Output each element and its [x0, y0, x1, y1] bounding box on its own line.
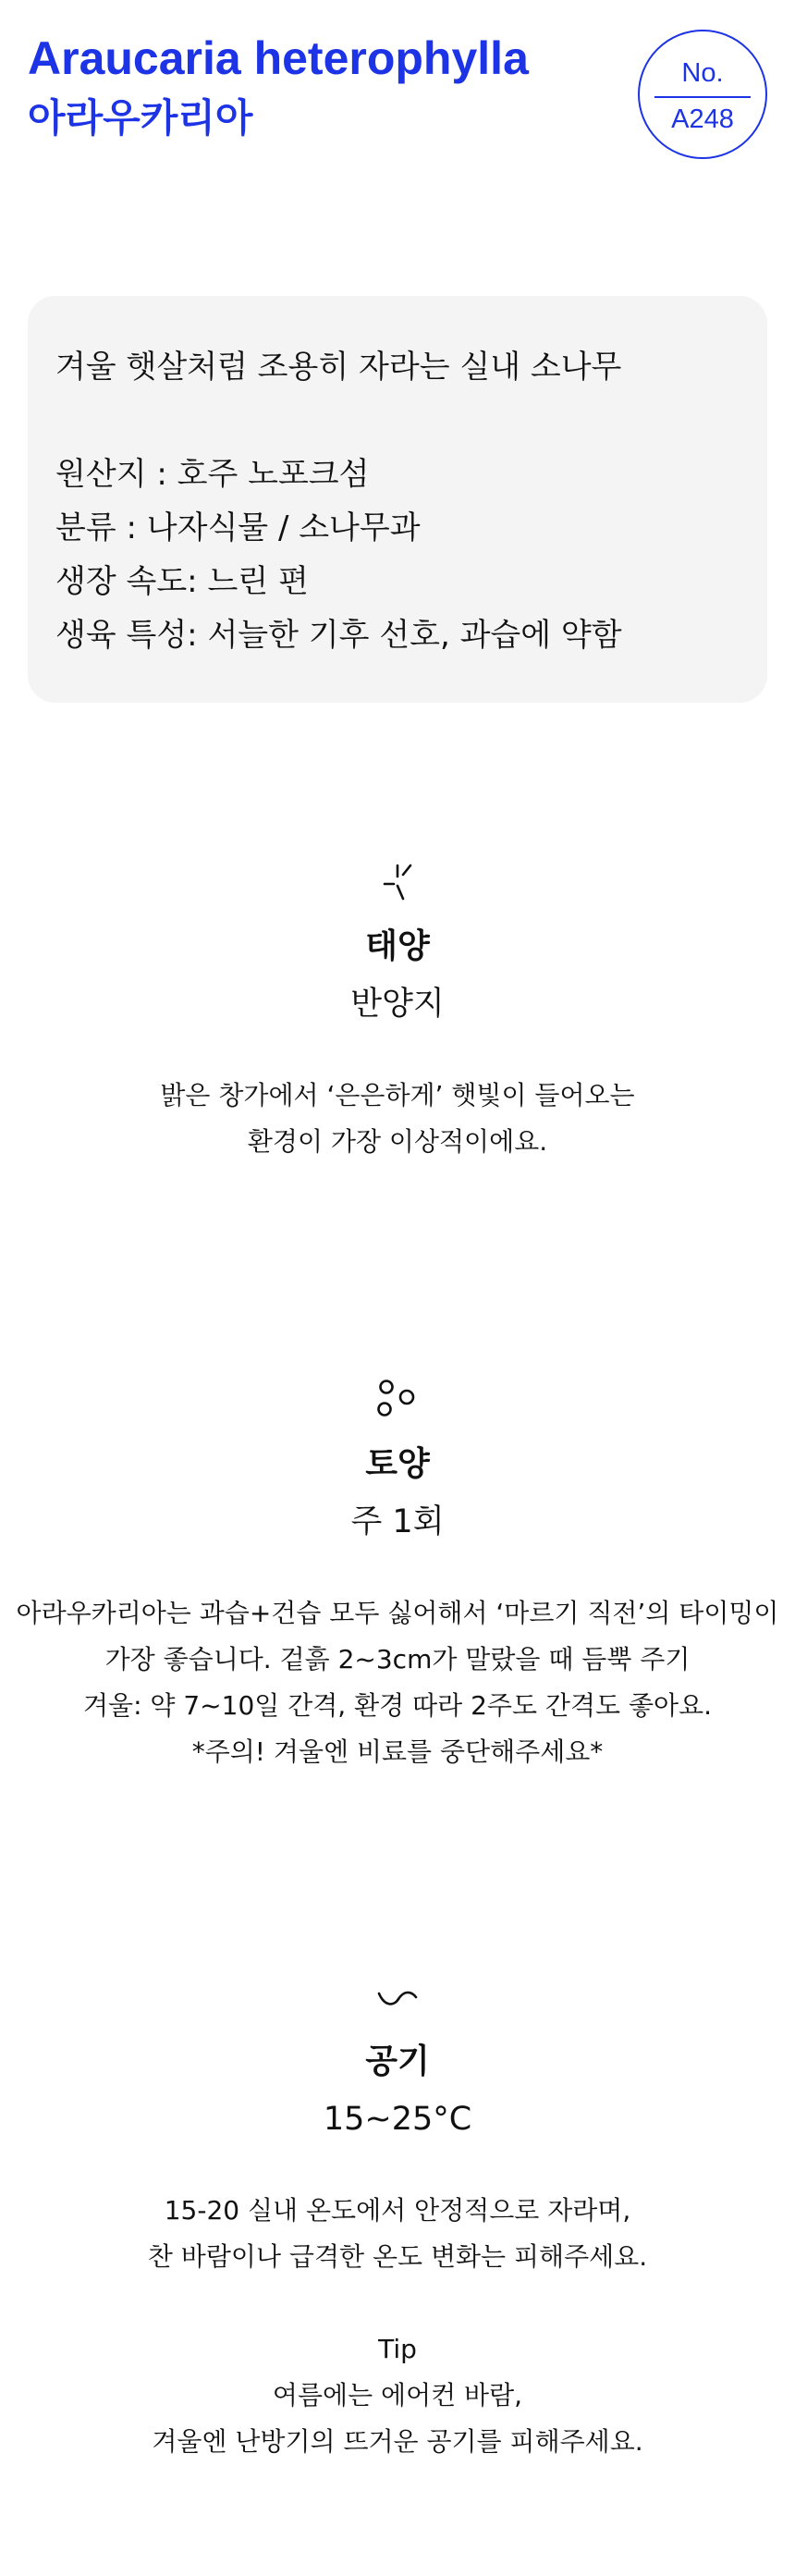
soil-description-line: 겨울: 약 7~10일 간격, 환경 따라 2주도 간격도 좋아요. [82, 1690, 713, 1721]
soil-title: 토양 [365, 1445, 430, 1483]
soil-description-line: 아라우카리아는 과습+건습 모두 싫어해서 ‘마르기 직전’의 타이밍이 [16, 1598, 779, 1628]
spacer [55, 394, 740, 448]
soil-section [0, 1372, 795, 1775]
sun-title: 태양 [365, 927, 430, 965]
soil-value: 주 1회 [350, 1503, 445, 1540]
sun-section [0, 854, 795, 1165]
air-description [0, 2188, 795, 2465]
badge-prefix: No. [681, 58, 724, 88]
badge-divider [654, 96, 751, 98]
plant-growth-speed: 생장 속도: 느린 편 [55, 563, 309, 600]
sun-value: 반양지 [350, 986, 445, 1023]
air-title: 공기 [365, 2042, 430, 2080]
soil-icon [370, 1372, 425, 1428]
air-value: 15~25°C [323, 2101, 472, 2138]
air-tip-line: 겨울엔 난방기의 뜨거운 공기를 피해주세요. [152, 2426, 643, 2457]
badge-number: A248 [671, 104, 734, 134]
wave-icon [370, 1969, 425, 2025]
air-tip-label: Tip [378, 2334, 417, 2364]
plant-classification: 분류 : 나자식물 / 소나무과 [55, 509, 421, 546]
plant-characteristics: 생육 특성: 서늘한 기후 선호, 과습에 약함 [55, 617, 622, 654]
air-description-line: 찬 바람이나 급격한 온도 변화는 피해주세요. [147, 2241, 648, 2272]
soil-description [0, 1590, 795, 1775]
sun-description-line: 밝은 창가에서 ‘은은하게’ 햇빛이 들어오는 [160, 1080, 635, 1110]
spacer [0, 2280, 795, 2326]
air-description-line: 15-20 실내 온도에서 안정적으로 자라며, [164, 2195, 631, 2226]
plant-tagline: 겨울 햇살처럼 조용히 자라는 실내 소나무 [55, 349, 622, 386]
sun-icon [370, 854, 425, 910]
page-title: Araucaria heterophylla [28, 32, 529, 84]
sun-description-line: 환경이 가장 이상적이에요. [247, 1126, 548, 1157]
plant-origin: 원산지 : 호주 노포크섬 [55, 456, 370, 493]
sun-description [0, 1073, 795, 1165]
catalog-number-badge [638, 30, 767, 159]
page-subtitle: 아라우카리아 [28, 95, 253, 141]
page-header [28, 30, 767, 168]
air-section [0, 1969, 795, 2465]
plant-info-card [28, 296, 767, 703]
soil-description-line: *주의! 겨울엔 비료를 중단해주세요* [191, 1736, 604, 1767]
soil-description-line: 가장 좋습니다. 겉흙 2~3cm가 말랐을 때 듬뿍 주기 [104, 1644, 691, 1674]
air-tip-line: 여름에는 에어컨 바람, [272, 2380, 523, 2410]
